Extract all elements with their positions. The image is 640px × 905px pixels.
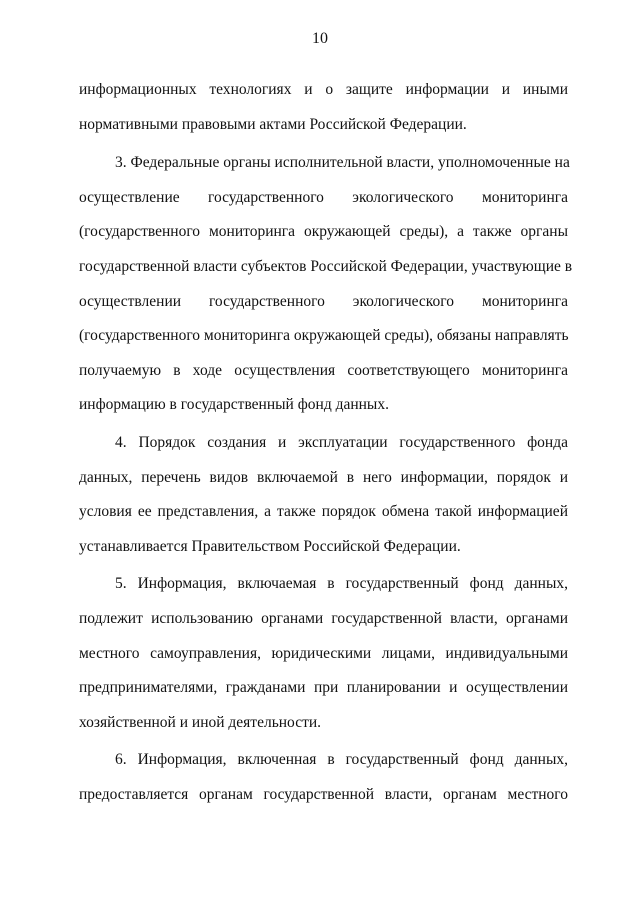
page-number: 10 — [312, 30, 328, 47]
paragraph-p3 — [79, 146, 573, 423]
text-line: (государственного мониторинга окружающей среды), а также органы — [79, 223, 568, 241]
text-line: нормативными правовыми актами Российской Федерации. — [79, 115, 467, 133]
text-line: информацию в государственный фонд данных. — [79, 396, 389, 414]
text-line: хозяйственной и иной деятельности. — [79, 713, 322, 731]
text-line: 3. Федеральные органы исполнительной власти, уполномоченные на — [115, 154, 570, 172]
text-line: осуществлении государственного экологического мониторинга — [79, 292, 568, 310]
paragraph-p-continued — [79, 73, 568, 142]
text-line: устанавливается Правительством Российской Федерации. — [79, 537, 461, 555]
document-body — [79, 73, 573, 812]
text-line: подлежит использованию органами государственной власти, органами — [79, 609, 568, 627]
paragraph-p4 — [79, 426, 568, 564]
paragraph-p6 — [79, 743, 568, 812]
text-line: получаемую в ходе осуществления соответствующего мониторинга — [79, 361, 568, 379]
text-line: 6. Информация, включенная в государственный фонд данных, — [115, 751, 568, 769]
text-line: предоставляется органам государственной власти, органам местного — [79, 785, 568, 803]
text-line: государственной власти субъектов Российской Федерации, участвующие в — [79, 257, 573, 275]
text-line: осуществление государственного экологического мониторинга — [79, 188, 568, 206]
text-line: 5. Информация, включаемая в государственный фонд данных, — [115, 575, 568, 593]
text-line: условия ее представления, а также порядок обмена такой информацией — [79, 503, 568, 521]
text-line: предпринимателями, гражданами при планировании и осуществлении — [79, 679, 568, 697]
text-line: данных, перечень видов включаемой в него информации, порядок и — [79, 468, 568, 486]
text-line: 4. Порядок создания и эксплуатации государственного фонда — [115, 433, 568, 451]
text-line: местного самоуправления, юридическими лицами, индивидуальными — [79, 644, 568, 662]
text-line: информационных технологиях и о защите информации и иными — [79, 81, 568, 98]
text-line: (государственного мониторинга окружающей среды), обязаны направлять — [79, 327, 569, 345]
paragraph-p5 — [79, 567, 568, 740]
